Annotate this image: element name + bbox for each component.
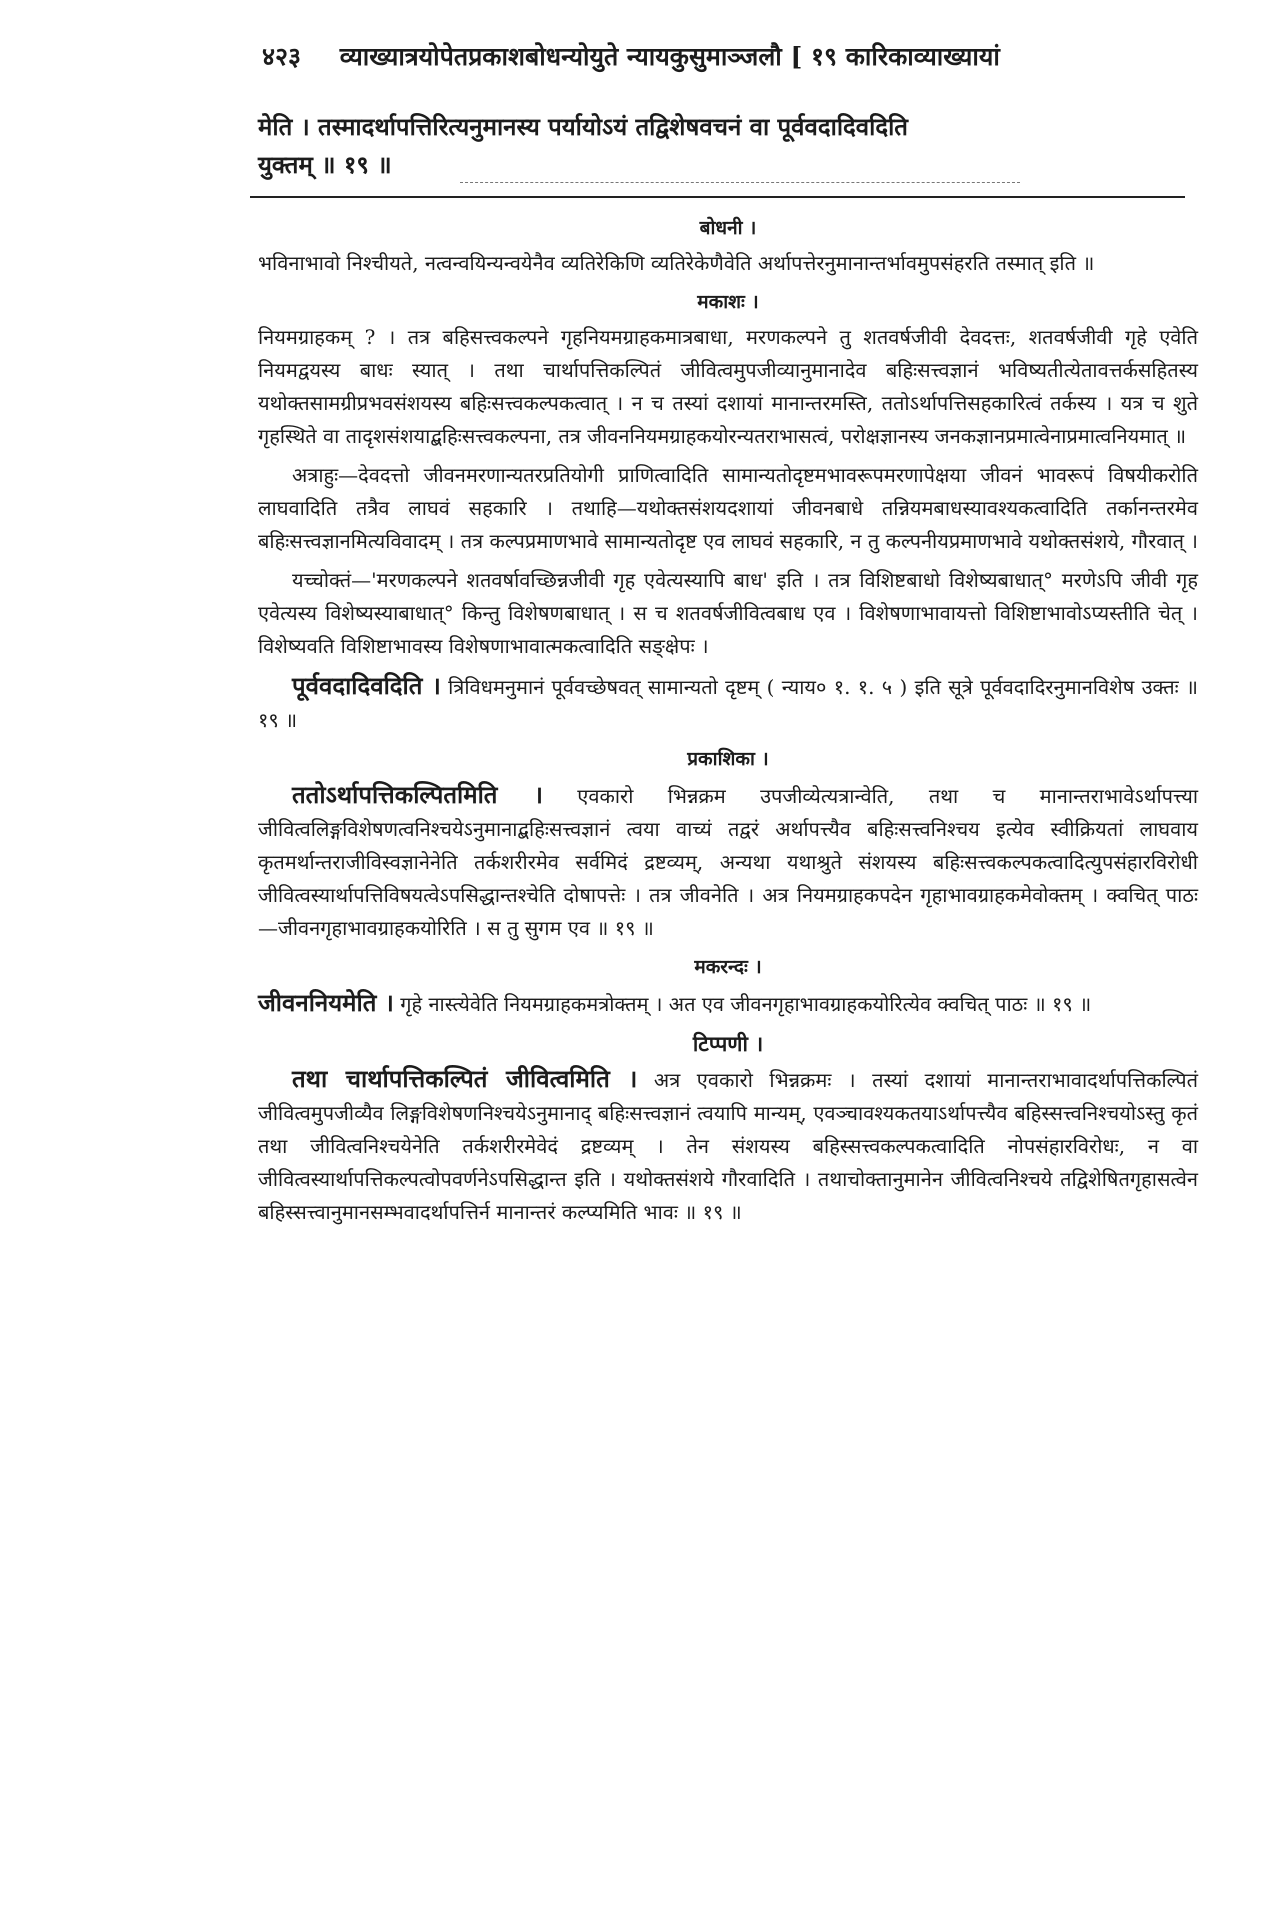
- commentary-paragraph: नियमग्राहकम् ? । तत्र बहिसत्त्वकल्पने गृहनियमग्राहकमात्रबाधा, मरणकल्पने तु शतवर्षजीवी देवदत्तः, शतवर्षजीवी गृहे एवेति नियमद्वयस्य बाधः स्यात् । तथा चार्थापत्तिकल्पितं जीवित्वमुपजीव्यानुमानादेव बहिःसत्त्वज्ञानं भविष्यतीत्येतावत्तर्कसहितस्य यथोक्तसामग्रीप्रभवसंशयस्य बहिःसत्त्वकल्पकत्वात् । न च तस्यां दशायां मानान्तरमस्ति, ततोऽर्थापत्तिसहकारित्वं तर्कस्य । यत्र च शुते गृहस्थिते वा तादृशसंशयाद्बहिःसत्त्वकल्पना, तत्र जीवननियमग्राहकयोरन्यतराभासत्वं, परोक्षज्ञानस्य जनकज्ञानप्रमात्वेनाप्रमात्वनियमात् ॥: [258, 325, 1198, 448]
- commentary-paragraph: पूर्ववदादिवदिति । त्रिविधमनुमानं पूर्ववच्छेषवत् सामान्यतो दृष्टम् ( न्याय० १. १. ५ ) इति सूत्रे पूर्ववदादिरनुमानविशेष उक्तः ॥ १९ ॥: [258, 671, 1198, 732]
- commentary-paragraph: जीवननियमेति । गृहे नास्त्येवेति नियमग्राहकमत्रोक्तम् । अत एव जीवनगृहाभावग्राहकयोरित्येव क्वचित् पाठः ॥ १९ ॥: [258, 988, 1092, 1017]
- root-text-line: युक्तम् ॥ १९ ॥: [258, 150, 392, 179]
- root-text: [258, 108, 1198, 184]
- root-text-line: मेति । तस्मादर्थापत्तिरित्यनुमानस्य पर्यायोऽयं तद्विशेषवचनं वा पूर्ववदादिवदिति: [258, 112, 908, 141]
- section-heading-makaranda: मकरन्दः ।: [694, 956, 762, 978]
- commentary-paragraph: भविनाभावो निश्चीयते, नत्वन्वयिन्यन्वयेनैव व्यतिरेकिणि व्यतिरेकेणैवेति अर्थापत्तेरनुमानान्तर्भावमुपसंहरति तस्मात् इति ॥: [258, 251, 1095, 275]
- section-heading-prakashika: प्रकाशिका ।: [687, 748, 769, 770]
- lemma-text: ततोऽर्थापत्तिकल्पितमिति ।: [292, 780, 543, 809]
- section-heading-bodhani: बोधनी ।: [699, 217, 757, 239]
- lemma-text: तथा चार्थापत्तिकल्पितं जीवित्वमिति ।: [292, 1064, 638, 1093]
- section-heading-prakasha: मकाशः ।: [697, 291, 759, 313]
- lemma-text: पूर्ववदादिवदिति ।: [292, 671, 441, 700]
- running-head: [262, 40, 1212, 74]
- page-number: ४२३: [262, 42, 302, 71]
- commentary-paragraph: यच्चोक्तं—'मरणकल्पने शतवर्षावच्छिन्नजीवी गृह एवेत्यस्यापि बाध' इति । तत्र विशिष्टबाधो विशेष्यबाधात्° मरणेऽपि जीवी गृह एवेत्यस्य विशेष्यस्याबाधात्° किन्तु विशेषणबाधात् । स च शतवर्षजीवित्वबाध एव । विशेषणाभावायत्तो विशिष्टाभावोऽप्यस्तीति चेत् । विशेष्यवति विशिष्टाभावस्य विशेषणाभावात्मकत्वादिति सङ्क्षेपः ।: [258, 568, 1198, 658]
- commentary-paragraph: तथा चार्थापत्तिकल्पितं जीवित्वमिति । अत्र एवकारो भिन्नक्रमः । तस्यां दशायां मानान्तराभावादर्थापत्तिकल्पितं जीवित्वमुपजीव्यैव लिङ्गविशेषणनिश्चयेऽनुमानाद् बहिःसत्त्वज्ञानं त्वयापि मान्यम्, एवञ्चावश्यकतयाऽर्थापत्त्यैव बहिस्सत्त्वनिश्चयोऽस्तु कृतं तथा जीवित्वनिश्चयेनेति तर्कशरीरमेवेदं द्रष्टव्यम् । तेन संशयस्य बहिस्सत्त्वकल्पकत्वादिति नोपसंहारविरोधः, न वा जीवित्वस्यार्थापत्तिकल्पत्वोपवर्णनेऽपसिद्धान्त इति । यथोक्तसंशये गौरवादिति । तथाचोक्तानुमानेन जीवित्वनिश्चये तद्विशेषितगृहासत्वेन बहिस्सत्त्वानुमानसम्भवादर्थापत्तिर्न मानान्तरं कल्प्यमिति भावः ॥ १९ ॥: [258, 1064, 1198, 1224]
- commentary-block: [258, 208, 1198, 1235]
- section-divider: [250, 196, 1185, 198]
- commentary-paragraph: अत्राहुः—देवदत्तो जीवनमरणान्यतरप्रतियोगी प्राणित्वादिति सामान्यतोदृष्टमभावरूपमरणापेक्षया जीवनं भावरूपं विषयीकरोति लाघवादिति तत्रैव लाघवं सहकारि । तथाहि—यथोक्तसंशयदशायां जीवनबाधे तन्नियमबाधस्यावश्यकत्वादिति तर्कानन्तरमेव बहिःसत्त्वज्ञानमित्यविवादम् । तत्र कल्पप्रमाणभावे सामान्यतोदृष्ट एव लाघवं सहकारि, न तु कल्पनीयप्रमाणभावे यथोक्तसंशये, गौरवात् ।: [258, 463, 1198, 553]
- section-heading-tippani: टिप्पणी ।: [692, 1031, 764, 1056]
- dashed-rule: [460, 182, 1020, 183]
- commentary-paragraph: ततोऽर्थापत्तिकल्पितमिति । एवकारो भिन्नक्रम उपजीव्येत्यत्रान्वेति, तथा च मानान्तराभावेऽर्थापत्त्या जीवित्वलिङ्गविशेषणत्वनिश्चयेऽनुमानाद्बहिःसत्त्वज्ञानं त्वया वाच्यं तद्वरं अर्थापत्त्यैव बहिःसत्त्वनिश्चय इत्येव स्वीक्रियतां लाघवाय कृतमर्थान्तराजीविस्वज्ञानेनेति तर्कशरीरमेव सर्वमिदं द्रष्टव्यम्, अन्यथा यथाश्रुते संशयस्य बहिःसत्त्वकल्पकत्वादित्युपसंहारविरोधी जीवित्वस्यार्थापत्तिविषयत्वेऽपसिद्धान्तश्चेति दोषापत्तेः । तत्र जीवनेति । अत्र नियमग्राहकपदेन गृहाभावग्राहकमेवोक्तम् । क्वचित् पाठः—जीवनगृहाभावग्राहकयोरिति । स तु सुगम एव ॥ १९ ॥: [258, 780, 1198, 940]
- running-title: व्याख्यात्रयोपेतप्रकाशबोधन्योयुते न्यायकुसुमाञ्जलौ [ १९ कारिकाव्याख्यायां: [339, 42, 1000, 71]
- lemma-text: जीवननियमेति ।: [258, 988, 394, 1017]
